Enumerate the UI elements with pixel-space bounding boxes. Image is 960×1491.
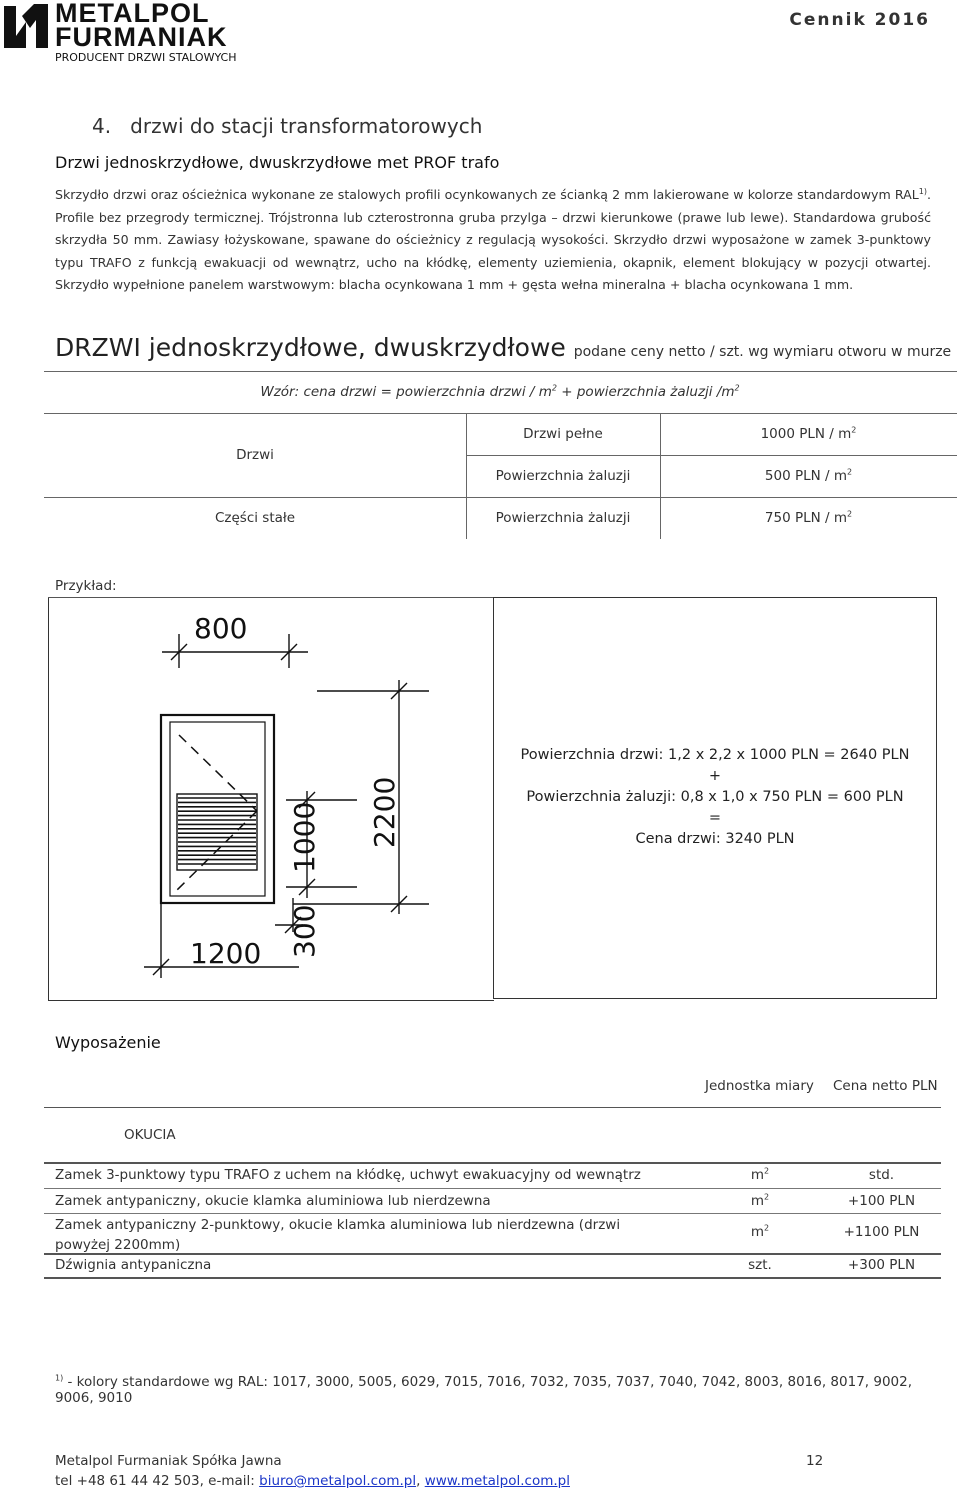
louvre-outline bbox=[177, 794, 257, 870]
pricing-table-rule bbox=[44, 497, 957, 498]
equipment-table-rule bbox=[44, 1253, 941, 1255]
pricing-group-fixed-parts: Części stałe bbox=[214, 510, 296, 526]
equipment-table-rule bbox=[44, 1213, 941, 1214]
price-list-title: Cennik 2016 bbox=[789, 10, 930, 30]
formula-part-b: + powierzchnia żaluzji /m bbox=[556, 384, 735, 400]
formula-sup: 2 bbox=[551, 383, 557, 393]
equipment-item-unit bbox=[700, 1224, 820, 1240]
pricing-item: Powierzchnia żaluzji bbox=[495, 468, 631, 484]
calc-louvre-area: Powierzchnia żaluzji: 0,8 x 1,0 x 750 PLN = 600 PLN bbox=[526, 789, 904, 805]
calc-total: Cena drzwi: 3240 PLN bbox=[635, 831, 795, 847]
description-part-b: . Profile bez przegrody termicznej. Trójstronna lub czterostronna gruba przylga – drzwi kierunkowe (prawe lub lewe). Standardowa grubość skrzydła 50 mm. Zawiasy łożyskowane, spawane do ościeżnicy z regulacją wysokości. Skrzydło drzwi wyposażone w zamek 3-punktowy typu TRAFO z funkcją ewakuacji od wewnątrz, ucho na kłódkę, elementy uziemienia, okapnik, element blokujący w pozycji otwartej. Skrzydło wypełnione panelem warstwowym: blacha ocynkowana 1 mm + gęsta wełna mineralna + blacha ocynkowana 1 mm. bbox=[55, 187, 931, 292]
calc-equals: = bbox=[708, 810, 722, 826]
pricing-group-doors: Drzwi bbox=[236, 447, 274, 463]
price-value: 750 PLN / m bbox=[764, 510, 847, 526]
logo-tagline: PRODUCENT DRZWI STALOWYCH bbox=[55, 51, 237, 64]
pricing-table-top-rule bbox=[44, 371, 957, 372]
dimension-label-height-300: 300 bbox=[288, 904, 321, 958]
example-label: Przykład: bbox=[55, 578, 117, 594]
pricing-heading bbox=[55, 333, 951, 362]
product-description bbox=[55, 184, 931, 297]
dimension-label-height-2200: 2200 bbox=[368, 776, 401, 848]
price-unit-sup: 2 bbox=[851, 425, 857, 435]
price-formula bbox=[0, 384, 960, 400]
example-calculation bbox=[493, 745, 937, 850]
equipment-group-fittings: OKUCIA bbox=[124, 1127, 176, 1143]
price-unit-sup: 2 bbox=[847, 509, 853, 519]
equipment-item-unit bbox=[700, 1193, 820, 1209]
unit-sup: 2 bbox=[764, 1223, 770, 1233]
pricing-item: Drzwi pełne bbox=[523, 426, 603, 442]
price-unit-sup: 2 bbox=[847, 467, 853, 477]
pricing-heading-sub: podane ceny netto / szt. wg wymiaru otworu w murze bbox=[573, 344, 952, 360]
footnote-ref: 1) bbox=[918, 186, 927, 196]
logo-name-line1: METALPOL bbox=[55, 0, 210, 28]
footer-separator: , bbox=[416, 1473, 425, 1489]
pricing-price bbox=[660, 468, 957, 484]
equipment-table-rule bbox=[44, 1162, 941, 1164]
equipment-item-unit: szt. bbox=[748, 1257, 772, 1273]
equipment-col-unit: Jednostka miary bbox=[705, 1078, 814, 1094]
description-part-a: Skrzydło drzwi oraz ościeżnica wykonane ze stalowych profili ocynkowanych ze ścianką 2 mm lakierowane w kolorze standardowym RAL bbox=[55, 187, 919, 202]
unit-value: m bbox=[750, 1167, 765, 1183]
footer-contact bbox=[55, 1473, 570, 1489]
equipment-item-price: +1100 PLN bbox=[843, 1224, 920, 1240]
pricing-heading-main: DRZWI jednoskrzydłowe, dwuskrzydłowe bbox=[55, 333, 566, 362]
product-subtitle: Drzwi jednoskrzydłowe, dwuskrzydłowe met PROF trafo bbox=[55, 153, 500, 172]
equipment-item-name: Zamek antypaniczny, okucie klamka aluminiowa lub nierdzewna bbox=[55, 1193, 491, 1209]
equipment-table-bottom-rule bbox=[44, 1277, 941, 1279]
price-value: 1000 PLN / m bbox=[760, 426, 852, 442]
company-logo-icon bbox=[2, 2, 50, 50]
dimension-label-width-800: 800 bbox=[194, 612, 248, 645]
section-title bbox=[92, 114, 482, 138]
formula-sup: 2 bbox=[734, 383, 740, 393]
equipment-item-unit bbox=[700, 1167, 820, 1183]
pricing-price bbox=[660, 426, 957, 442]
section-number: 4. bbox=[92, 114, 112, 138]
equipment-item-price: std. bbox=[868, 1167, 895, 1183]
equipment-item-price: +100 PLN bbox=[847, 1193, 916, 1209]
dimension-label-height-1000: 1000 bbox=[288, 801, 321, 873]
dimension-label-width-1200: 1200 bbox=[190, 937, 262, 970]
pricing-item: Powierzchnia żaluzji bbox=[495, 510, 631, 526]
equipment-item-price: +300 PLN bbox=[847, 1257, 916, 1273]
logo-name-line2: FURMANIAK bbox=[55, 22, 228, 52]
price-value: 500 PLN / m bbox=[764, 468, 847, 484]
pricing-table-rule bbox=[466, 455, 957, 456]
unit-sup: 2 bbox=[764, 1166, 770, 1176]
section-title-text: drzwi do stacji transformatorowych bbox=[130, 114, 483, 138]
calc-door-area: Powierzchnia drzwi: 1,2 x 2,2 x 1000 PLN = 2640 PLN bbox=[520, 747, 910, 763]
equipment-item-name: Dźwignia antypaniczna bbox=[55, 1257, 212, 1273]
footnote bbox=[55, 1374, 935, 1406]
equipment-table-rule bbox=[44, 1188, 941, 1189]
equipment-col-price: Cena netto PLN bbox=[833, 1078, 938, 1094]
website-link[interactable]: www.metalpol.com.pl bbox=[424, 1473, 570, 1489]
email-link[interactable]: biuro@metalpol.com.pl bbox=[259, 1473, 417, 1489]
louvre-slats bbox=[178, 798, 256, 864]
calc-plus: + bbox=[708, 768, 722, 784]
footnote-mark: 1) bbox=[55, 1373, 64, 1383]
equipment-item-name: Zamek antypaniczny 2-punktowy, okucie klamka aluminiowa lub nierdzewna (drzwi powyżej 2200mm) bbox=[55, 1217, 621, 1253]
footer-phone: tel +48 61 44 42 503, e-mail: bbox=[55, 1473, 260, 1489]
door-technical-drawing bbox=[49, 598, 493, 998]
equipment-item-name: Zamek 3-punktowy typu TRAFO z uchem na kłódkę, uchwyt ewakuacyjny od wewnątrz bbox=[55, 1167, 641, 1183]
pricing-price bbox=[660, 510, 957, 526]
pricing-table-rule bbox=[44, 413, 957, 414]
footer-company: Metalpol Furmaniak Spółka Jawna bbox=[55, 1453, 282, 1469]
equipment-table-top-rule bbox=[44, 1107, 941, 1108]
equipment-title: Wyposażenie bbox=[55, 1033, 161, 1052]
unit-value: m bbox=[750, 1193, 765, 1209]
page-number: 12 bbox=[806, 1453, 824, 1469]
unit-value: m bbox=[750, 1224, 765, 1240]
formula-part-a: Wzór: cena drzwi = powierzchnia drzwi / m bbox=[260, 384, 552, 400]
footnote-text: - kolory standardowe wg RAL: 1017, 3000, 5005, 6029, 7015, 7016, 7032, 7035, 7037, 7040, 7042, 8003, 8016, 8017, 9002, 9006, 9010 bbox=[55, 1374, 913, 1406]
unit-sup: 2 bbox=[764, 1192, 770, 1202]
